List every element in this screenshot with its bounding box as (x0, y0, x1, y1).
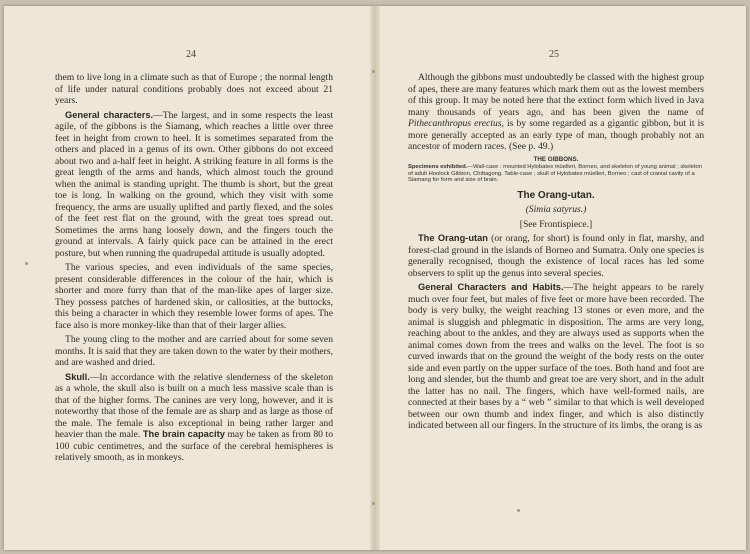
paragraph-heading: Skull. (65, 371, 90, 382)
paragraph-heading: General characters. (65, 109, 154, 120)
paragraph-body: may be taken as from 80 to 100 cubic centimetres, and the surface of the cerebral hemispheres is relatively smooth, as in monkeys. (55, 429, 333, 463)
paragraph: The various species, and even individuals of the same species, present considerable differences in the colour of the hair, which is shorter and more furry than that of the man-like apes of larger size. They possess patches of hardened skin, or callosities, at the buttocks, this being a character in which they resemble lower forms of apes. The face also is more monkey-like than that of their larger allies. (55, 262, 333, 331)
left-page-text (55, 72, 333, 467)
right-page-text (408, 72, 704, 435)
paper-speck (25, 262, 28, 265)
inline-heading: The brain capacity (142, 429, 225, 439)
paragraph-body: —In accordance with the relative slenderness of the skeleton as a whole, the skull also is built on a much less massive scale than is that of the higher forms. The canines are very long, however, and it is noteworthy that those of the female are as sharp and as large as those of the male. The female is also exceptional in being rather larger and heavier than the male. (55, 371, 333, 440)
specimens-heading: THE GIBBONS. (533, 155, 579, 163)
book-spread (4, 6, 746, 550)
paragraph-body: —The largest, and in some respects the least agile, of the gibbons is the Siamang, which reaches a little over three feet in height from crown to heel. It is sometimes separated from the others and placed in a genus of its own. Other gibbons do not exceed about two and a-half feet in height. A striking feature in all forms is the great length of the arms and hands, which almost touch the ground when the animal is standing upright. The thumb is short, but the great toe is long. In walking on the ground, which they visit with some frequency, the arms are usually uplifted and partly flexed, and the soles of the feet rest flat on the ground, with the great toes spread out. Sometimes the arms hang loosely down, and the fingers touch the ground at intervals. A fairly quick pace can be attained in the erect posture, but when running the quadrupedal attitude is usually adopted. (55, 109, 333, 259)
paragraph-body: —The height appears to be rarely much over four feet, but males of five feet or more have been recorded. The body is very bulky, the weight reaching 13 stones or even more, and the animal is sluggish and phlegmatic in disposition. The arms are very long, reaching about to the ankles, and they are always used as supports when the animal comes down from the trees and walks on the level. The foot is so curved inwards that on the ground the weight of the body rests on the outer side and even partly on the upper surface of the toes. Both hand and foot are long and slender, but the thumb and great toe are very short, and in the adult the latter has no nail. The fingers, which have well-formed nails, are connected at their bases by a “ web ” similar to that which is well developed between our own thumb and index finger, and which is also distinctly indicated between all our fingers. In the structure of its limbs, the orang is as (408, 282, 704, 432)
paragraph (408, 233, 704, 279)
specimens-text: —Wall-case : mounted Hylobates müelleri, Borneo, and skeleton of young animal ; skeleton of adult Hoolock Gibbon, Chittagong. Table-case ; skull of Hylobates müelleri, Borneo ; cast of cranial cavity of a Siamang for form and size of brain. (408, 164, 702, 184)
paper-speck (517, 509, 520, 512)
right-page (375, 6, 746, 550)
paragraph (408, 282, 704, 432)
section-subtitle: (Simia satyrus.) (525, 204, 587, 216)
paragraph: them to live long in a climate such as that of Europe ; the normal length of life under natural conditions probably does not exceed about 21 years. (55, 72, 333, 106)
paragraph (55, 372, 333, 464)
left-page (4, 6, 374, 550)
section-title: The Orang-utan. (517, 189, 595, 201)
page-number: 25 (549, 49, 559, 60)
specimens-label: Specimens exhibited. (408, 164, 468, 171)
specimens-body (408, 164, 704, 184)
specimens-note (408, 157, 704, 184)
staple-mark (372, 502, 375, 505)
frontispiece-reference: [See Frontispiece.] (519, 218, 593, 230)
paragraph-body: Although the gibbons must undoubtedly be classed with the highest group of apes, there are many features which mark them out as the lowest members of this group. It may be noted here that the extinct form which lived in Java many thousands of years ago, and has been given the name of (408, 72, 704, 118)
paragraph-body: , is by some regarded as a gigantic gibbon, but it is more generally accepted as an early type of man, though probably not an ancestor of modern races. (See p. 49.) (408, 118, 704, 152)
species-name: Pithecanthropus erectus (408, 118, 502, 129)
paragraph (408, 72, 704, 153)
staple-mark (372, 70, 375, 73)
page-number: 24 (186, 49, 196, 60)
paragraph-heading: General Characters and Habits. (418, 282, 564, 293)
paragraph-body: (or orang, for short) is found only in flat, marshy, and forest-clad ground in the islands of Borneo and Sumatra. Only one species is generally recognised, though the existence of local races has led some observers to split up the genus into several species. (408, 233, 704, 279)
paragraph: The young cling to the mother and are carried about for some seven months. It is said that they are taken down to the water by their mothers, and are washed and dried. (55, 334, 333, 368)
paragraph (55, 110, 333, 260)
paragraph-heading: The Orang-utan (418, 233, 488, 244)
